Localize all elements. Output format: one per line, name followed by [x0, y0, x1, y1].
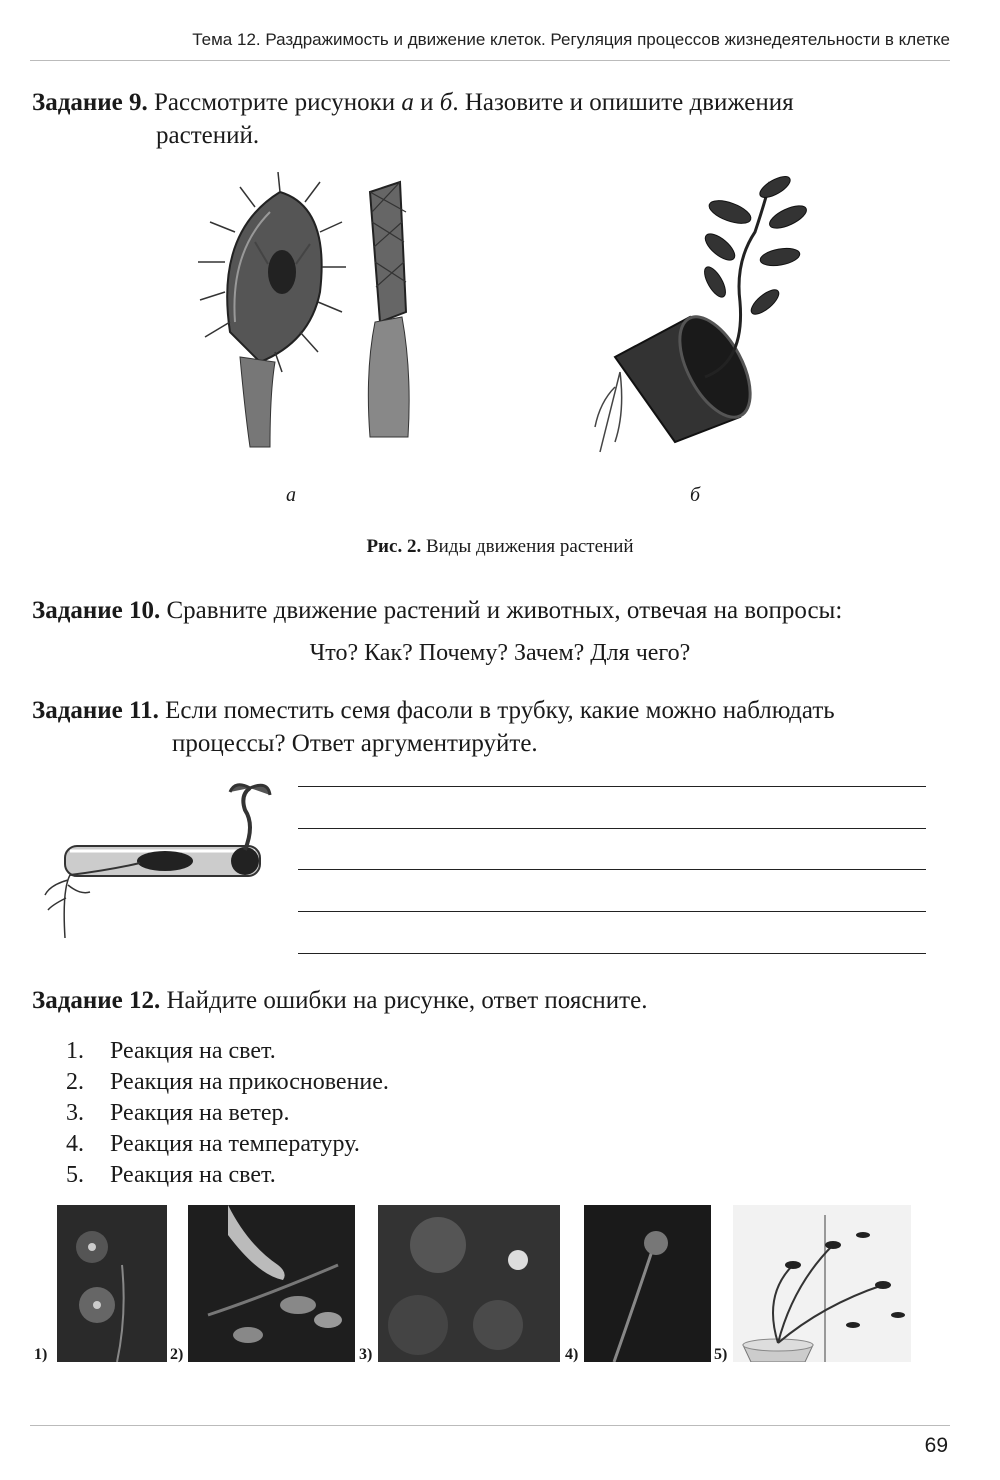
task-10: [32, 594, 842, 627]
answer-line[interactable]: [298, 786, 926, 787]
page-number: 69: [924, 1434, 948, 1457]
figure-label-b: б: [690, 484, 701, 506]
list-item: 3. Реакция на ветер.: [66, 1100, 290, 1126]
answer-line[interactable]: [298, 953, 926, 954]
task-12: [32, 984, 647, 1017]
task-10-label: Задание 10.: [32, 597, 161, 624]
photo-label-3: 3): [359, 1346, 373, 1363]
photo-label-2: 2): [170, 1346, 184, 1363]
task-9-mid: и: [413, 89, 440, 116]
task-12-list: [66, 1036, 389, 1191]
bean-tube-illustration: [40, 780, 280, 940]
list-item: 5. Реакция на свет.: [66, 1162, 276, 1188]
task-12-label: Задание 12.: [32, 987, 161, 1014]
photo-label-5: 5): [714, 1346, 728, 1363]
potted-plant-illustration: [580, 172, 820, 472]
list-item: 1. Реакция на свет.: [66, 1038, 276, 1064]
task-11-line2: процессы? Ответ аргументируйте.: [172, 730, 538, 757]
task-9-b: б: [439, 89, 453, 116]
task-9-text-a: Рассмотрите рисуноки: [154, 89, 402, 116]
figure-caption: [0, 536, 1000, 558]
task-9-line2: растений.: [156, 122, 260, 149]
photo-4: [584, 1205, 711, 1362]
footer-divider: [30, 1425, 950, 1426]
answer-line[interactable]: [298, 869, 926, 870]
task-11-line1: Если поместить семя фасоли в трубку, какие можно наблюдать: [165, 697, 835, 724]
list-item: 4. Реакция на температуру.: [66, 1131, 360, 1157]
photo-2: [188, 1205, 355, 1362]
answer-line[interactable]: [298, 911, 926, 912]
task-11: [32, 694, 835, 760]
answer-line[interactable]: [298, 828, 926, 829]
task-10-questions: Что? Как? Почему? Зачем? Для чего?: [309, 640, 691, 666]
page-header: Тема 12. Раздражимость и движение клеток. Регуляция процессов жизнедеятельности в клетке: [30, 30, 950, 61]
photo-label-4: 4): [565, 1346, 579, 1363]
figure-caption-number: Рис. 2.: [366, 536, 422, 557]
list-item: 2. Реакция на прикосновение.: [66, 1069, 389, 1095]
figure-label-a: а: [286, 484, 296, 506]
task-9-a: а: [401, 89, 414, 116]
task-10-text: Сравните движение растений и животных, отвечая на вопросы:: [166, 597, 843, 624]
photo-5: [733, 1205, 911, 1362]
task-11-label: Задание 11.: [32, 697, 159, 724]
task-12-text: Найдите ошибки на рисунке, ответ поясните.: [166, 987, 648, 1014]
photo-1: [57, 1205, 167, 1362]
flytrap-illustration: [170, 172, 450, 452]
task-9-label: Задание 9.: [32, 89, 148, 116]
photo-3: [378, 1205, 560, 1362]
task-9-text-b: . Назовите и опишите движения: [452, 89, 794, 116]
figure-caption-text: Виды движения растений: [421, 536, 634, 557]
task-9: [32, 86, 794, 152]
photo-label-1: 1): [34, 1346, 48, 1363]
